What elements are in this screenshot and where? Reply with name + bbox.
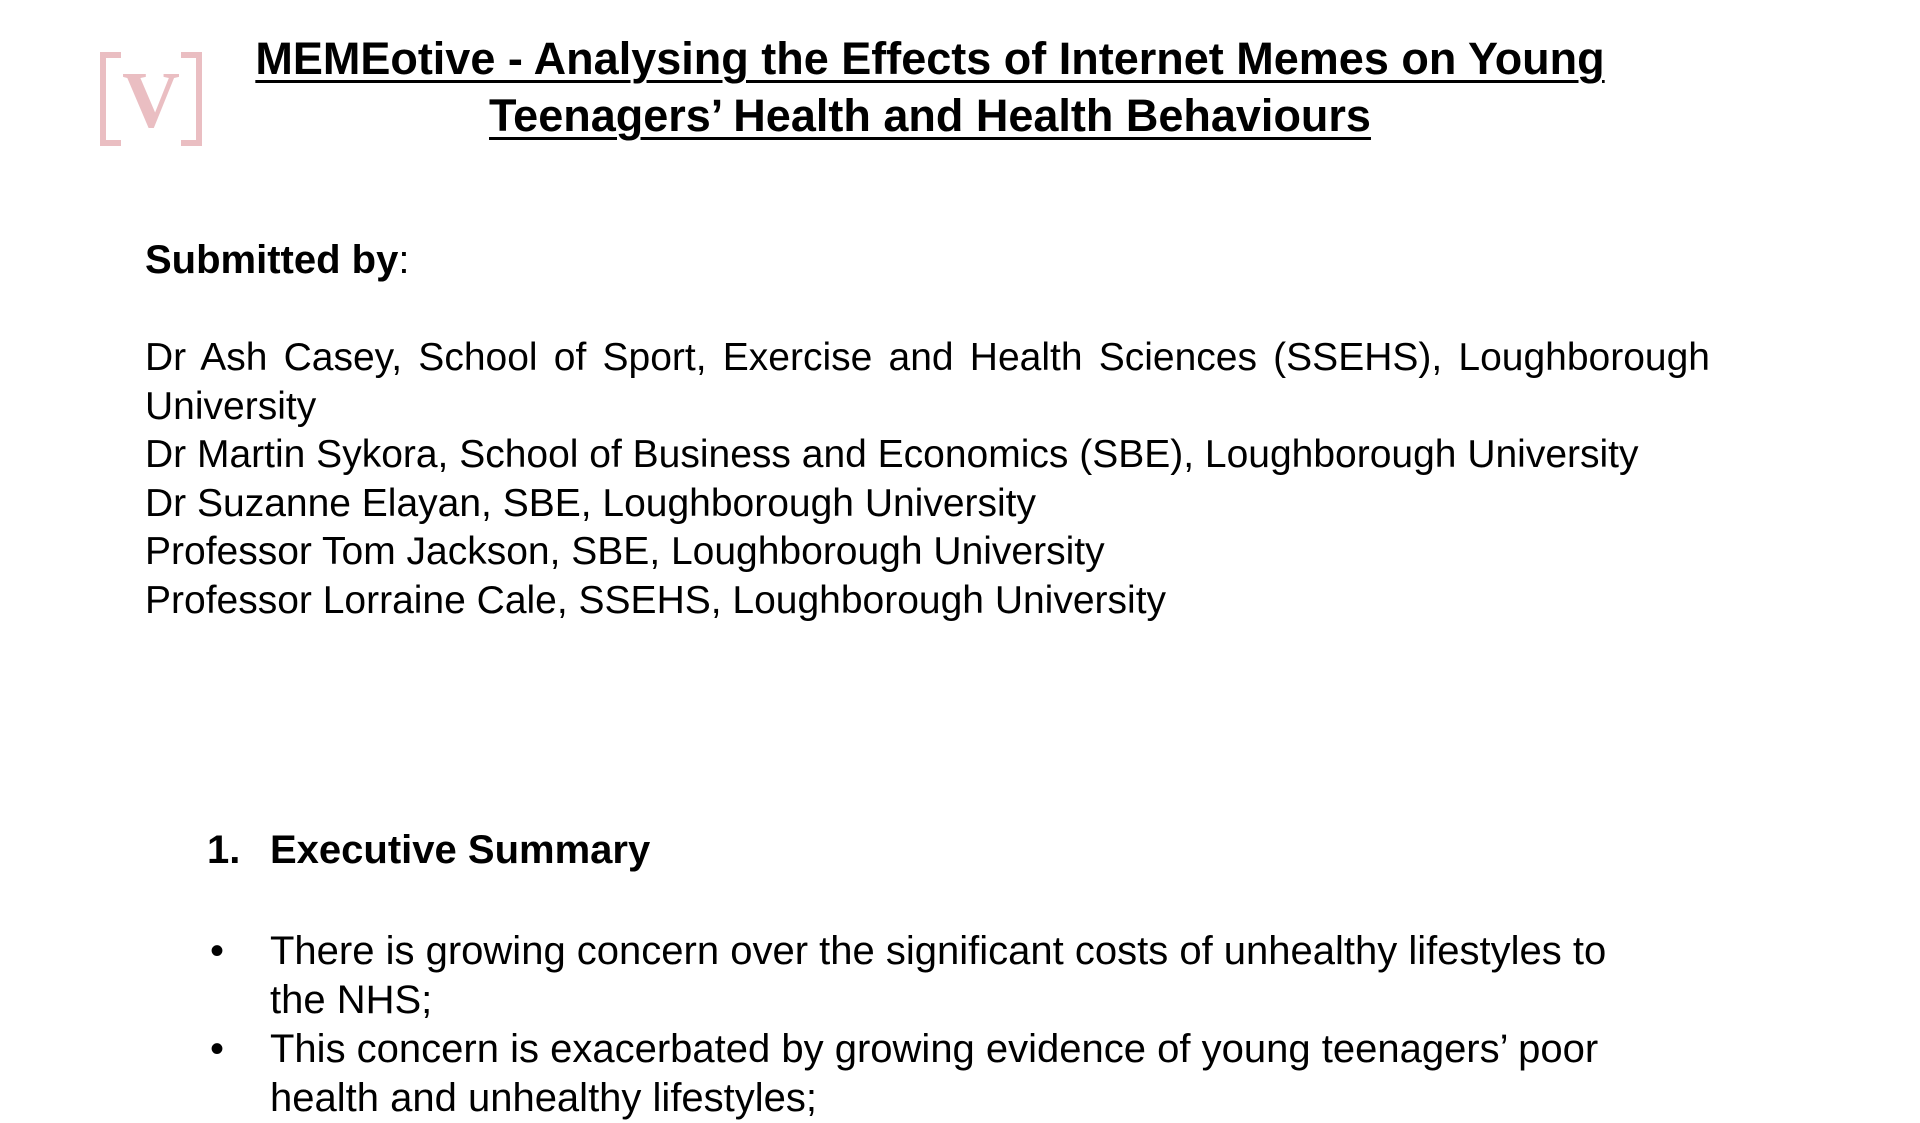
bullet-text: There is growing concern over the significant costs of unhealthy lifestyles to the NHS; bbox=[270, 929, 1607, 1022]
title-line-1: MEMEotive - Analysing the Effects of Internet Memes on Young bbox=[255, 33, 1605, 84]
document-title bbox=[180, 30, 1680, 144]
bullet-item bbox=[207, 927, 1667, 1025]
submitted-by-colon: : bbox=[398, 238, 410, 282]
title-line-2: Teenagers’ Health and Health Behaviours bbox=[489, 90, 1371, 141]
author-entry: Dr Ash Casey, School of Sport, Exercise and Health Sciences (SSEHS), Loughborough University bbox=[145, 336, 1710, 428]
section-number: 1. bbox=[207, 828, 241, 872]
bullet-list bbox=[207, 927, 1667, 1123]
author-list bbox=[145, 334, 1710, 625]
bullet-item bbox=[207, 1025, 1667, 1123]
section-title: Executive Summary bbox=[270, 828, 651, 872]
bullet-text: This concern is exacerbated by growing evidence of young teenagers’ poor health and unhealthy lifestyles; bbox=[270, 1027, 1599, 1120]
author-entry: Dr Martin Sykora, School of Business and Economics (SBE), Loughborough University bbox=[145, 433, 1639, 476]
section-heading bbox=[207, 825, 650, 875]
author-entry: Professor Tom Jackson, SBE, Loughborough University bbox=[145, 530, 1105, 573]
bullet-icon: • bbox=[210, 1027, 225, 1071]
logo-letter: V bbox=[122, 57, 180, 145]
author-entry: Professor Lorraine Cale, SSEHS, Loughborough University bbox=[145, 578, 1167, 622]
submitted-by-label: Submitted by bbox=[145, 238, 399, 282]
submitted-by bbox=[145, 235, 409, 285]
bullet-icon: • bbox=[210, 929, 225, 973]
author-entry: Dr Suzanne Elayan, SBE, Loughborough University bbox=[145, 481, 1037, 525]
